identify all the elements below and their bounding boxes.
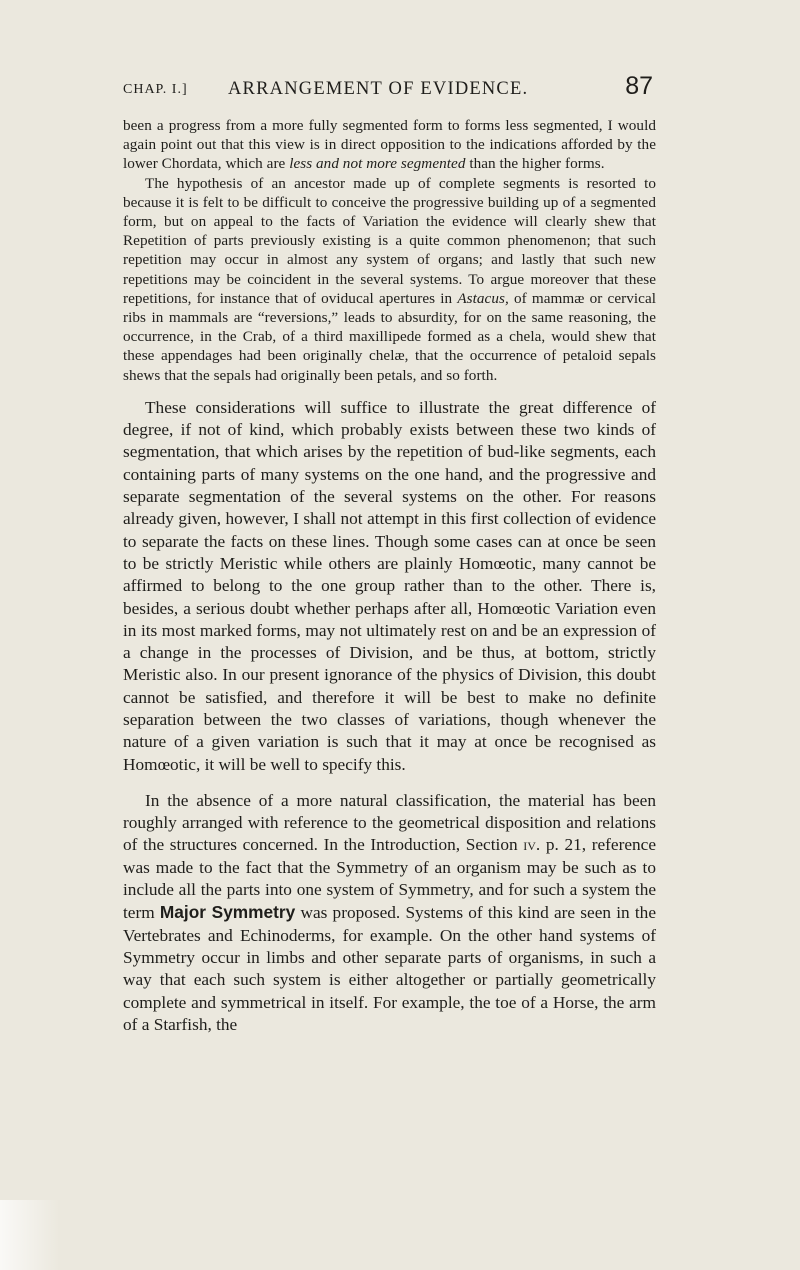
paragraph-4	[123, 790, 656, 1036]
page-number: 87	[625, 72, 653, 100]
running-header	[123, 72, 653, 104]
scan-edge-mark	[0, 1200, 60, 1270]
major-symmetry-term: Major Symmetry	[159, 902, 296, 923]
paragraph-4-text-a: In the absence of a more natural classification, the material has been roughly arranged with reference to the geometrical disposition and relations of the structures concerned. In the Introduction, Section	[123, 790, 656, 855]
running-title: ARRANGEMENT OF EVIDENCE.	[228, 79, 529, 99]
page-body	[123, 116, 656, 1036]
paragraph-2-text-a: The hypothesis of an ancestor made up of complete segments is resorted to because it is felt to be difficult to conceive the progressive building up of a segmented form, but on appeal to the facts of Variation the evidence will clearly shew that Repetition of parts previously existing is a quite common phenomenon; that such repetition may occur in almost any system of organs; and lastly that such new repetitions may be coincident in the several systems. To argue moreover that these repetitions, for instance that of oviducal apertures in	[123, 174, 656, 307]
section-number: iv.	[523, 835, 541, 855]
paragraph-1-text-b: than the higher forms.	[465, 155, 605, 173]
paragraph-1-italic: less and not more segmented	[289, 155, 466, 173]
paragraph-3: These considerations will suffice to illustrate the great difference of degree, if not of kind, which probably exists between these two kinds of segmentation, that which arises by the repetition of bud-like segments, each containing parts of many systems on the one hand, and the progressive and separate segmentation of the several systems on the other. For reasons already given, however, I shall not attempt in this first collection of evidence to separate the facts on these lines. Though some cases can at once be seen to be strictly Meristic while others are plainly Homœotic, many cannot be affirmed to belong to the one group rather than to the other. There is, besides, a serious doubt whether perhaps after all, Homœotic Variation even in its most marked forms, may not ultimately rest on and be an expression of a change in the processes of Division, and be thus, at bottom, strictly Meristic also. In our present ignorance of the physics of Division, this doubt cannot be satisfied, and therefore it will be best to make no definite separation between the two classes of variations, though whenever the nature of a given variation is such that it may at once be recognised as Homœotic, it will be well to specify this.	[123, 397, 656, 774]
paragraph-1-text-a: been a progress from a more fully segmented form to forms less segmented, I would again point out that this view is in direct opposition to the indications afforded by the lower Chordata, which are	[123, 117, 656, 173]
paragraph-2-italic: Astacus,	[457, 289, 509, 307]
paragraph-2-text-b: of mammæ or cervical ribs in mammals are “reversions,” leads to absurdity, for on the same reasoning, the occurrence, in the Crab, of a third maxillipede formed as a chela, would shew that these appendages had been originally chelæ, that the occurrence of petaloid sepals shews that the sepals had originally been petals, and so forth.	[123, 289, 656, 384]
paragraph-2	[123, 174, 656, 385]
chapter-label: CHAP. I.]	[123, 82, 188, 97]
paragraph-4-text-b: p. 21, reference was made to the fact that the Symmetry of an organism may be such as to include all the parts into one system of Symmetry, and for such a system the term	[123, 835, 657, 923]
paragraph-1	[123, 116, 656, 174]
paragraph-4-text-c: was proposed. Systems of this kind are seen in the Vertebrates and Echinoderms, for example. On the other hand systems of Symmetry occur in limbs and other separate parts of organisms, in such a way that each such system is either altogether or partially geometrically complete and symmetrical in itself. For example, the toe of a Horse, the arm of a Starfish, the	[123, 903, 656, 1034]
